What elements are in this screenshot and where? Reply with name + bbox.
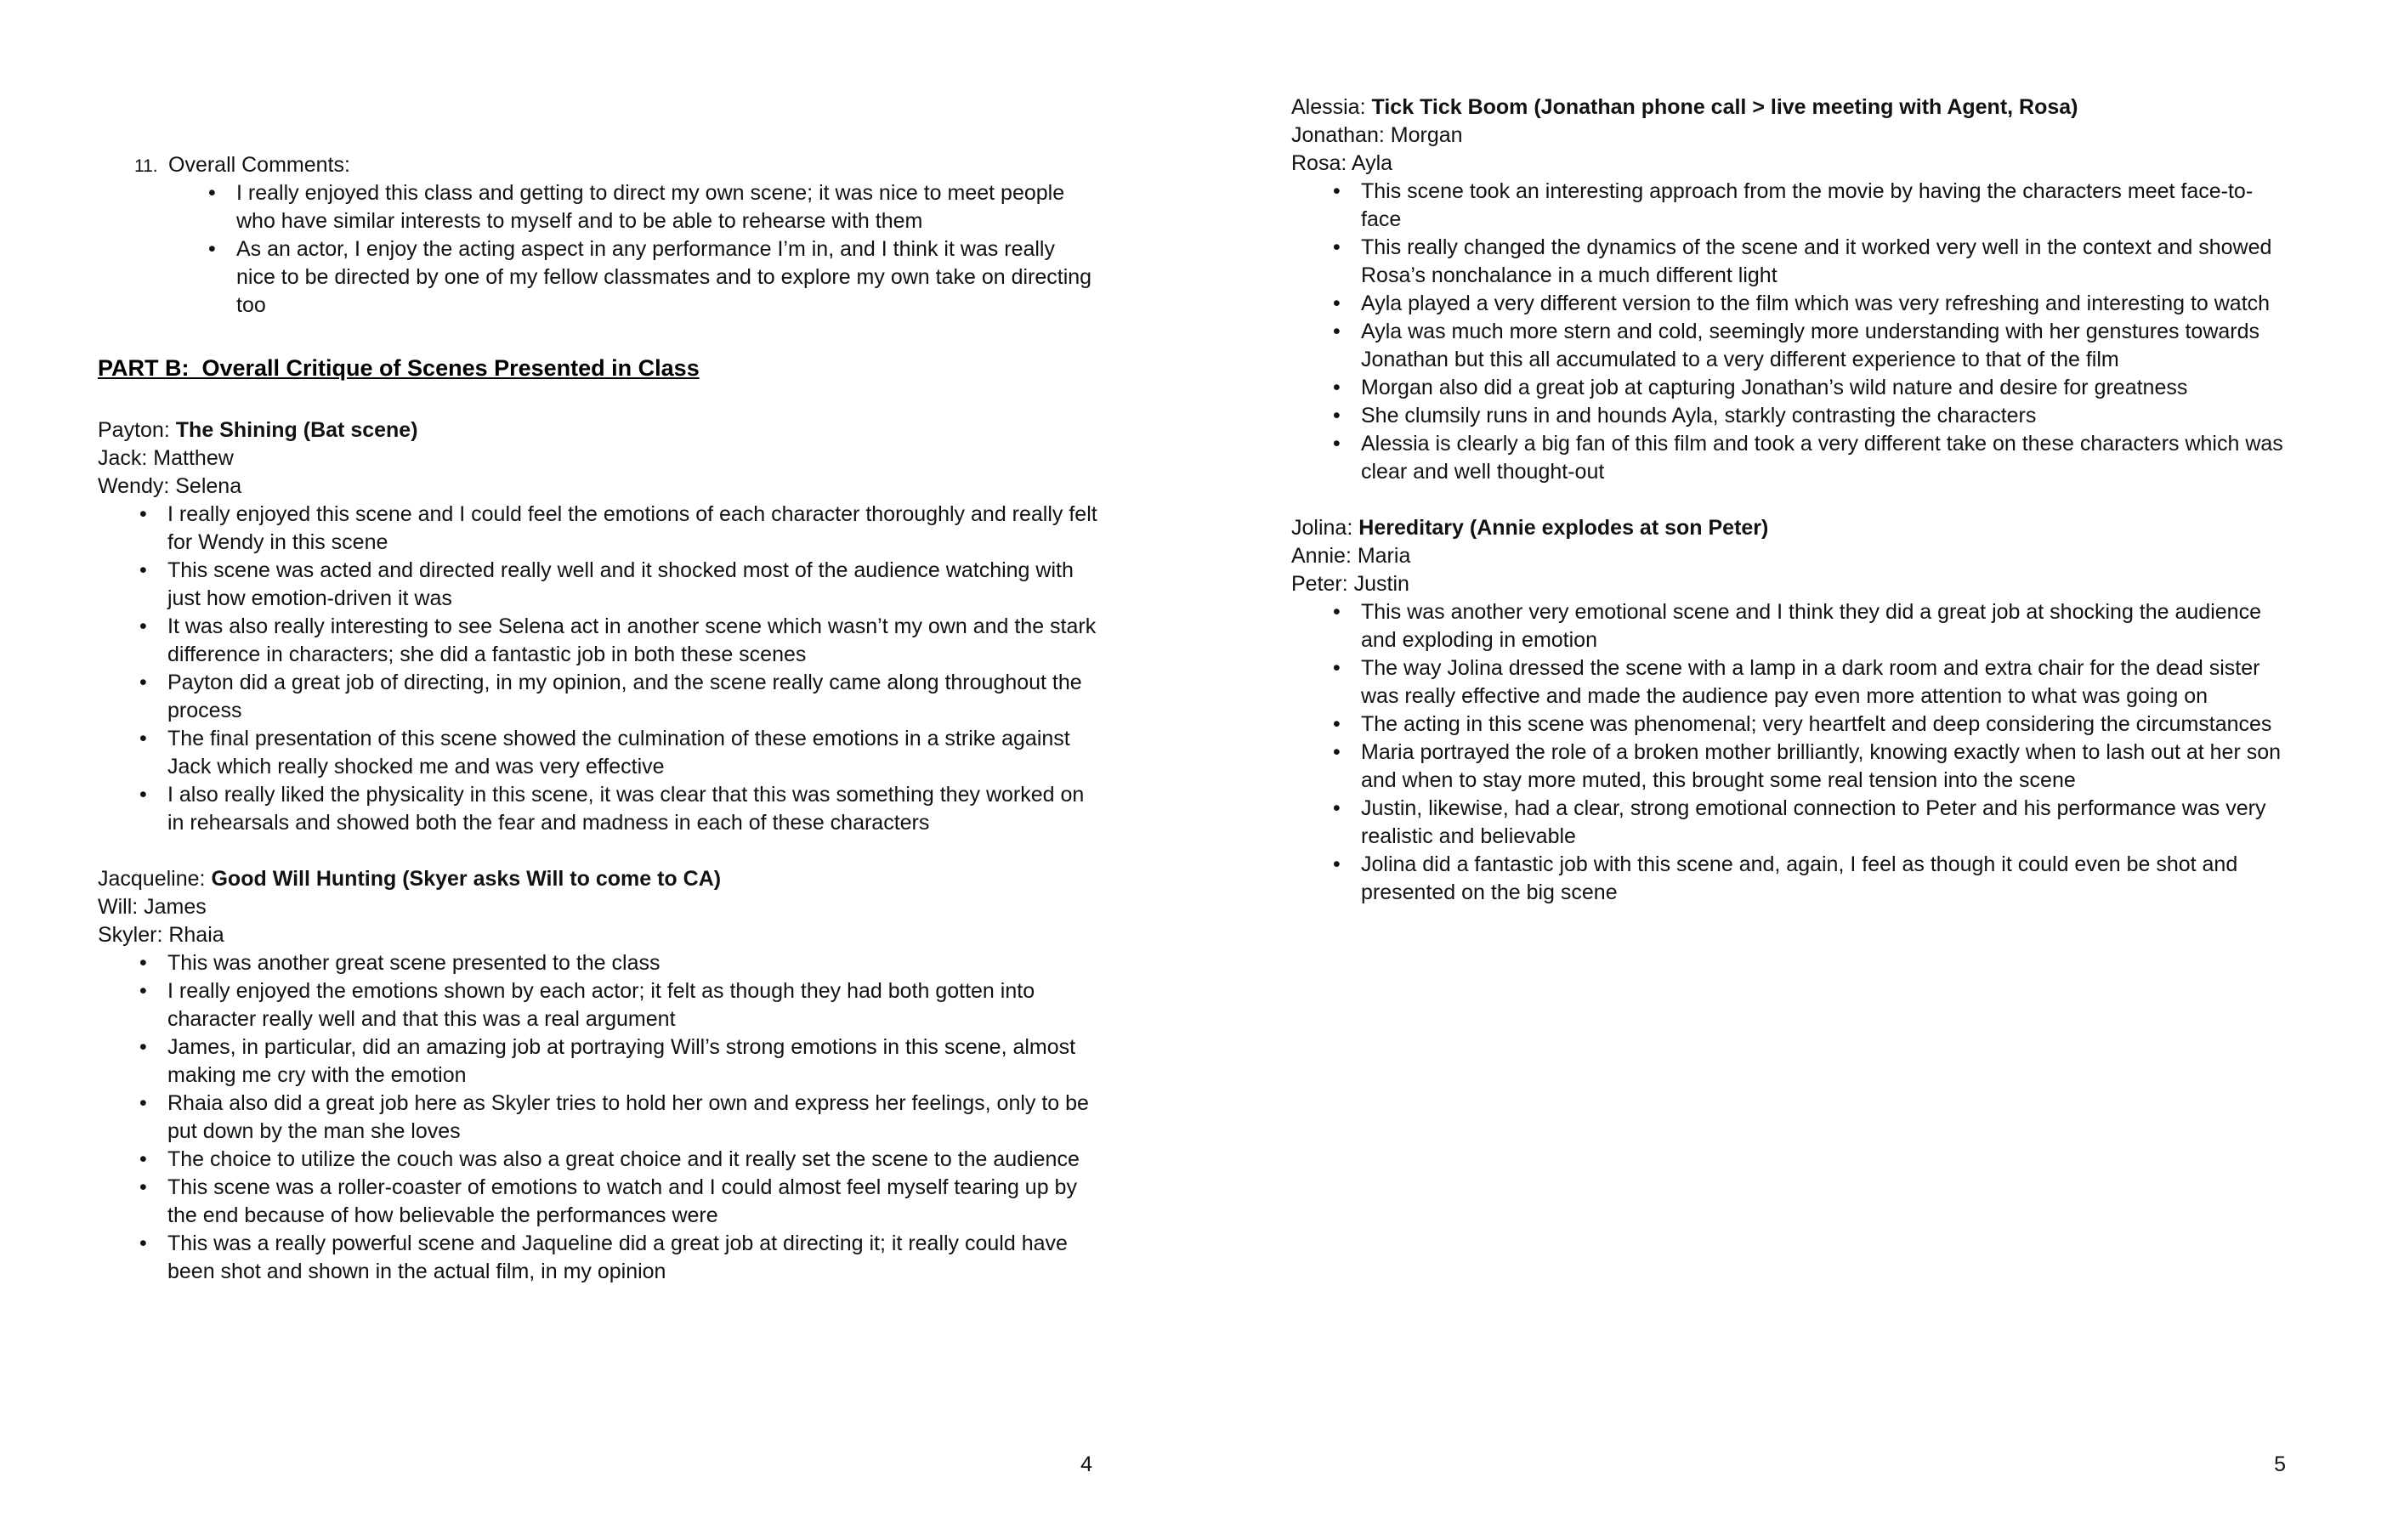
scene-bullet-list	[1291, 598, 2291, 907]
bullet-item: • Jolina did a fantastic job with this scene and, again, I feel as though it could even be shot and presented on the big scene	[1291, 851, 2291, 907]
scene-bullet-list	[98, 501, 1097, 837]
page-4-scenes	[98, 416, 1097, 1286]
scene-critique-block	[98, 416, 1097, 837]
part-b-heading: PART B: Overall Critique of Scenes Presented in Class	[98, 355, 700, 381]
cast-line: Wendy: Selena	[98, 473, 242, 498]
cast-line: Jack: Matthew	[98, 445, 234, 470]
bullet-item: • This scene was acted and directed really well and it shocked most of the audience watching with just how emotion-driven it was	[98, 557, 1097, 613]
bullet-item: • The final presentation of this scene showed the culmination of these emotions in a strike against Jack which really shocked me and was very effective	[98, 725, 1097, 781]
cast-line: Will: James	[98, 894, 207, 919]
list-item-number: 11.	[134, 156, 158, 176]
page-5-content	[1291, 93, 2291, 907]
page-5-scenes	[1291, 93, 2291, 907]
cast-line: Skyler: Rhaia	[98, 922, 224, 947]
cast-line: Peter: Justin	[1291, 572, 1409, 596]
scene-critique-block	[98, 865, 1097, 1286]
scene-header	[1291, 93, 2291, 122]
page-number: 5	[2274, 1452, 2286, 1476]
bullet-item: • As an actor, I enjoy the acting aspect in any performance I’m in, and I think it was really nice to be directed by one of my fellow classmates and to explore my own take on directing too	[98, 235, 1097, 320]
page-4-content	[98, 151, 1097, 1286]
document-page-5	[1194, 0, 2387, 1540]
bullet-item: • James, in particular, did an amazing job at portraying Will’s strong emotions in this scene, almost making me cry with the emotion	[98, 1033, 1097, 1090]
overall-comments-item	[98, 151, 1097, 179]
bullet-item: • She clumsily runs in and hounds Ayla, starkly contrasting the characters	[1291, 402, 2291, 430]
bullet-item: • This was another great scene presented to the class	[98, 949, 1097, 977]
bullet-item: • This was another very emotional scene and I think they did a great job at shocking the audience and exploding in emotion	[1291, 598, 2291, 654]
cast-line: Annie: Maria	[1291, 544, 1411, 568]
scene-critique-block	[1291, 514, 2291, 907]
scene-bullet-list	[98, 949, 1097, 1286]
bullet-item: • The acting in this scene was phenomenal; very heartfelt and deep considering the circumstances	[1291, 711, 2291, 739]
bullet-item: • This scene was a roller-coaster of emotions to watch and I could almost feel myself tearing up by the end because of how believable the performances were	[98, 1174, 1097, 1230]
bullet-item: • I really enjoyed this scene and I could feel the emotions of each character thoroughly and really felt for Wendy in this scene	[98, 501, 1097, 557]
scene-cast-list	[1291, 122, 2291, 178]
scene-critique-block	[1291, 93, 2291, 486]
overall-comments-bullets	[98, 179, 1097, 320]
bullet-item: • It was also really interesting to see Selena act in another scene which wasn’t my own and the stark difference in characters; she did a fantastic job in both these scenes	[98, 613, 1097, 669]
cast-line: Jonathan: Morgan	[1291, 123, 1463, 147]
scene-director: Jacqueline:	[98, 866, 206, 891]
scene-cast-list	[98, 444, 1097, 501]
bullet-item: • Morgan also did a great job at capturing Jonathan’s wild nature and desire for greatness	[1291, 374, 2291, 402]
scene-header	[98, 416, 1097, 444]
bullet-item: • This scene took an interesting approach from the movie by having the characters meet face-to-face	[1291, 178, 2291, 234]
bullet-item: • Justin, likewise, had a clear, strong emotional connection to Peter and his performance was very realistic and believable	[1291, 795, 2291, 851]
scene-header	[98, 865, 1097, 893]
scene-title: The Shining (Bat scene)	[175, 417, 418, 442]
bullet-item: • This was a really powerful scene and Jaqueline did a great job at directing it; it really could have been shot and shown in the actual film, in my opinion	[98, 1230, 1097, 1286]
scene-title: Good Will Hunting (Skyer asks Will to come to CA)	[211, 866, 722, 891]
scene-title: Hereditary (Annie explodes at son Peter)	[1358, 516, 1769, 540]
bullet-item: • Ayla was much more stern and cold, seemingly more understanding with her genstures towards Jonathan but this all accumulated to a very different experience to that of the film	[1291, 318, 2291, 374]
page-number: 4	[1080, 1452, 1092, 1476]
bullet-item: • Alessia is clearly a big fan of this film and took a very different take on these characters which was clear and well thought-out	[1291, 430, 2291, 486]
bullet-item: • Rhaia also did a great job here as Skyler tries to hold her own and express her feelings, only to be put down by the man she loves	[98, 1090, 1097, 1146]
scene-header	[1291, 514, 2291, 542]
scene-cast-list	[98, 893, 1097, 949]
bullet-item: • I also really liked the physicality in this scene, it was clear that this was something they worked on in rehearsals and showed both the fear and madness in each of these characters	[98, 781, 1097, 837]
bullet-item: • I really enjoyed this class and getting to direct my own scene; it was nice to meet people who have similar interests to myself and to be able to rehearse with them	[98, 179, 1097, 235]
scene-title: Tick Tick Boom (Jonathan phone call > live meeting with Agent, Rosa)	[1371, 95, 2078, 119]
scene-director: Alessia:	[1291, 95, 1366, 119]
bullet-item: • The choice to utilize the couch was also a great choice and it really set the scene to the audience	[98, 1146, 1097, 1174]
bullet-item: • I really enjoyed the emotions shown by each actor; it felt as though they had both gotten into character really well and that this was a real argument	[98, 977, 1097, 1033]
bullet-item: • The way Jolina dressed the scene with a lamp in a dark room and extra chair for the dead sister was really effective and made the audience pay even more attention to what was going on	[1291, 654, 2291, 711]
bullet-item: • This really changed the dynamics of the scene and it worked very well in the context and showed Rosa’s nonchalance in a much different light	[1291, 234, 2291, 290]
scene-cast-list	[1291, 542, 2291, 598]
scene-director: Jolina:	[1291, 516, 1353, 540]
scene-bullet-list	[1291, 178, 2291, 486]
overall-comments-label: Overall Comments:	[168, 153, 350, 177]
bullet-item: • Ayla played a very different version to the film which was very refreshing and interesting to watch	[1291, 290, 2291, 318]
bullet-item: • Payton did a great job of directing, in my opinion, and the scene really came along throughout the process	[98, 669, 1097, 725]
scene-director: Payton:	[98, 417, 170, 442]
bullet-item: • Maria portrayed the role of a broken mother brilliantly, knowing exactly when to lash out at her son and when to stay more muted, this brought some real tension into the scene	[1291, 739, 2291, 795]
cast-line: Rosa: Ayla	[1291, 151, 1393, 175]
